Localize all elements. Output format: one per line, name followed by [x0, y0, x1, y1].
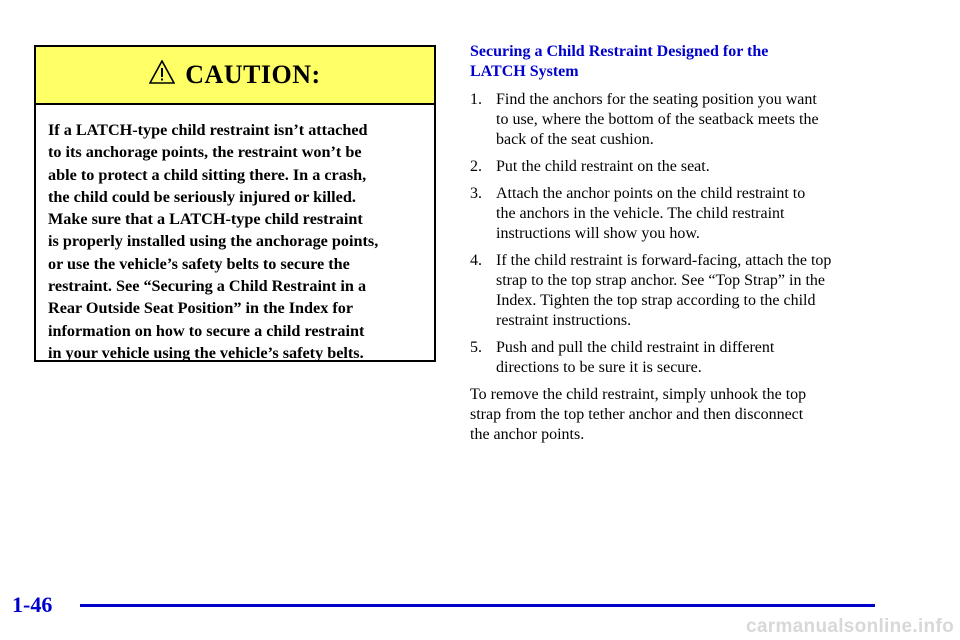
- caution-line: Make sure that a LATCH-type child restraint: [48, 210, 363, 229]
- step-number: 5.: [470, 339, 482, 356]
- step-3: [470, 184, 890, 244]
- footer-rule: [80, 604, 875, 607]
- warning-triangle-icon: [149, 60, 175, 84]
- caution-line: is properly installed using the anchorage points,: [48, 232, 379, 251]
- closing-line: strap from the top tether anchor and then disconnect: [470, 406, 804, 423]
- caution-header: [36, 47, 434, 105]
- watermark: carmanualsonline.info: [746, 616, 954, 637]
- step-line: restraint instructions.: [496, 312, 632, 329]
- section-title-line: Securing a Child Restraint Designed for the: [470, 43, 769, 60]
- step-line: Push and pull the child restraint in different: [496, 339, 775, 356]
- closing-paragraph: [470, 385, 890, 445]
- step-5: [470, 338, 890, 378]
- caution-line: If a LATCH-type child restraint isn’t attached: [48, 121, 368, 139]
- closing-line: To remove the child restraint, simply unhook the top: [470, 386, 807, 403]
- caution-line: the child could be seriously injured or killed.: [48, 187, 356, 206]
- caution-box: [34, 45, 436, 362]
- step-line: Put the child restraint on the seat.: [496, 158, 710, 175]
- caution-line: in your vehicle using the vehicle’s safety belts.: [48, 343, 364, 362]
- section-title: [470, 42, 890, 82]
- caution-title: CAUTION:: [185, 60, 321, 89]
- caution-line: or use the vehicle’s safety belts to secure the: [48, 254, 350, 273]
- step-number: 2.: [470, 158, 482, 175]
- step-line: Index. Tighten the top strap according to the child: [496, 292, 816, 309]
- step-line: Attach the anchor points on the child restraint to: [496, 185, 806, 202]
- step-line: instructions will show you how.: [496, 225, 700, 242]
- page-number: 1-46: [12, 592, 53, 617]
- step-4: [470, 251, 890, 331]
- caution-line: able to protect a child sitting there. In a crash,: [48, 165, 367, 184]
- instructions-column: [470, 42, 890, 445]
- closing-line: the anchor points.: [470, 426, 585, 443]
- caution-line: Rear Outside Seat Position” in the Index for: [48, 299, 354, 318]
- step-line: directions to be sure it is secure.: [496, 359, 702, 376]
- caution-line: to its anchorage points, the restraint won’t be: [48, 143, 362, 162]
- caution-line: restraint. See “Securing a Child Restraint in a: [48, 277, 367, 296]
- step-1: [470, 90, 890, 150]
- step-line: strap to the top strap anchor. See “Top Strap” in the: [496, 272, 826, 289]
- step-line: to use, where the bottom of the seatback meets the: [496, 111, 819, 128]
- step-2: [470, 157, 890, 177]
- step-line: If the child restraint is forward-facing, attach the top: [496, 252, 832, 269]
- caution-text: [36, 105, 434, 364]
- step-line: the anchors in the vehicle. The child restraint: [496, 205, 785, 222]
- step-number: 4.: [470, 252, 482, 269]
- step-number: 1.: [470, 91, 482, 108]
- step-line: Find the anchors for the seating position you want: [496, 91, 817, 108]
- step-number: 3.: [470, 185, 482, 202]
- step-line: back of the seat cushion.: [496, 131, 654, 148]
- section-title-line: LATCH System: [470, 63, 579, 80]
- caution-line: information on how to secure a child restraint: [48, 321, 365, 340]
